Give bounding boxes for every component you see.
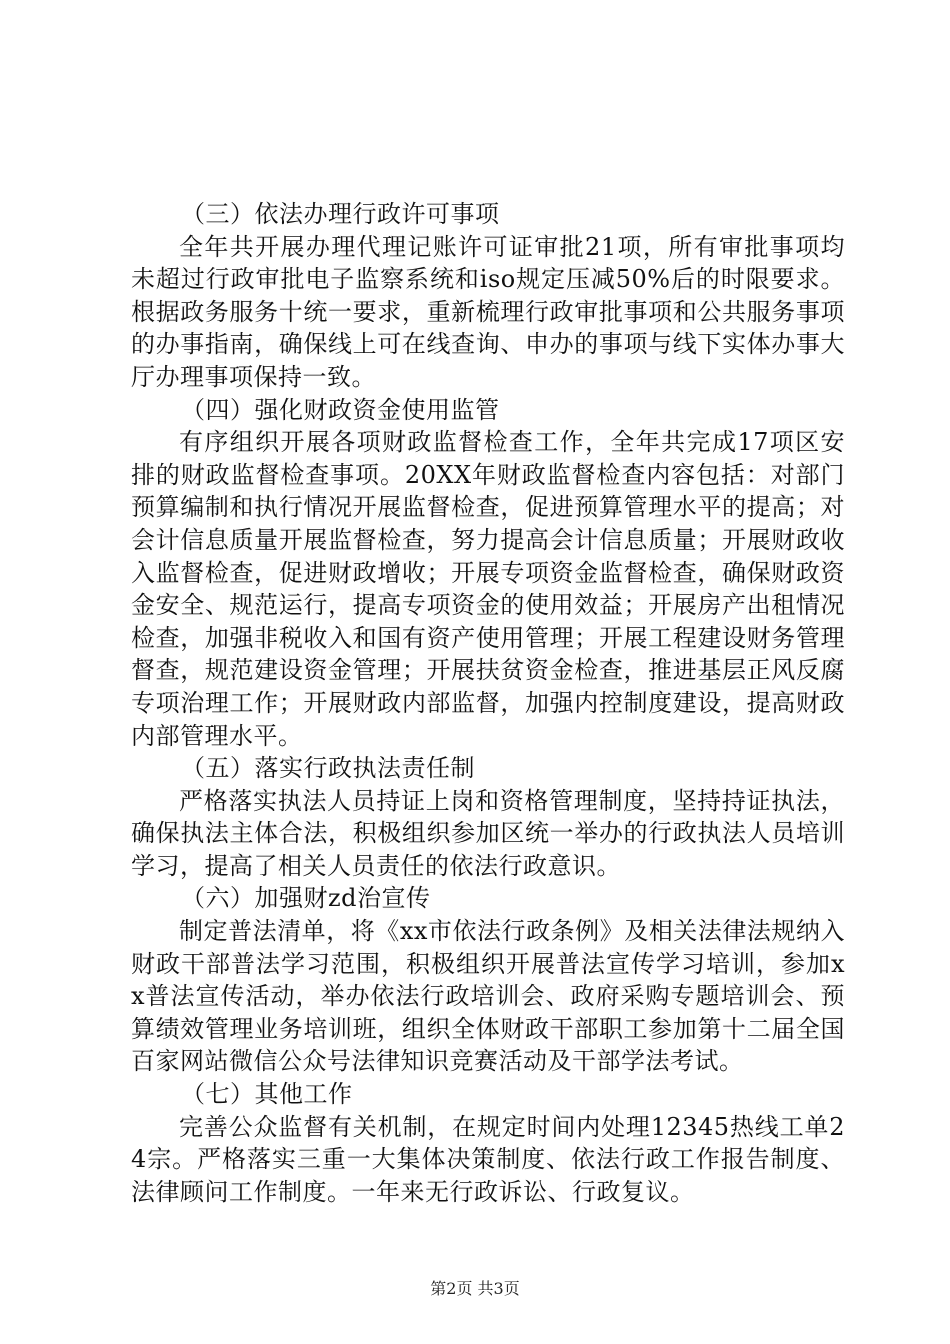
section-paragraph-6: 制定普法清单，将《xx市依法行政条例》及相关法律法规纳入财政干部普法学习范围，积极组织开展普法宣传学习培训，参加xx普法宣传活动，举办依法行政培训会、政府采购专题培训会、预算绩效管理业务培训班，组织全体财政干部职工参加第十二届全国百家网站微信公众号法律知识竞赛活动及干部学法考试。 (131, 917, 845, 1076)
document-body (131, 198, 845, 1208)
section-heading-7: （七）其他工作 (181, 1080, 353, 1109)
section-paragraph-3: 全年共开展办理代理记账许可证审批21项，所有审批事项均未超过行政审批电子监察系统和iso规定压减50%后的时限要求。根据政务服务十统一要求，重新梳理行政审批事项和公共服务事项的办事指南，确保线上可在线查询、申办的事项与线下实体办事大厅办理事项保持一致。 (131, 232, 845, 391)
section-paragraph-4: 有序组织开展各项财政监督检查工作，全年共完成17项区安排的财政监督检查事项。20XX年财政监督检查内容包括：对部门预算编制和执行情况开展监督检查，促进预算管理水平的提高；对会计信息质量开展监督检查，努力提高会计信息质量；开展财政收入监督检查，促进财政增收；开展专项资金监督检查，确保财政资金安全、规范运行，提高专项资金的使用效益；开展房产出租情况检查，加强非税收入和国有资产使用管理；开展工程建设财务管理督查，规范建设资金管理；开展扶贫资金检查，推进基层正风反腐专项治理工作；开展财政内部监督，加强内控制度建设，提高财政内部管理水平。 (131, 428, 845, 750)
section-heading-3: （三）依法办理行政许可事项 (181, 200, 500, 228)
section-heading-4: （四）强化财政资金使用监管 (181, 395, 500, 424)
section-heading-5: （五）落实行政执法责任制 (181, 754, 475, 783)
section-paragraph-5: 严格落实执法人员持证上岗和资格管理制度，坚持持证执法，确保执法主体合法，积极组织参加区统一举办的行政执法人员培训学习，提高了相关人员责任的依法行政意识。 (131, 786, 845, 880)
section-heading-6: （六）加强财zd治宣传 (181, 884, 431, 913)
section-paragraph-7: 完善公众监督有关机制，在规定时间内处理12345热线工单24宗。严格落实三重一大集体决策制度、依法行政工作报告制度、法律顾问工作制度。一年来无行政诉讼、行政复议。 (131, 1112, 845, 1206)
page-number-footer: 第2页 共3页 (430, 1279, 520, 1298)
